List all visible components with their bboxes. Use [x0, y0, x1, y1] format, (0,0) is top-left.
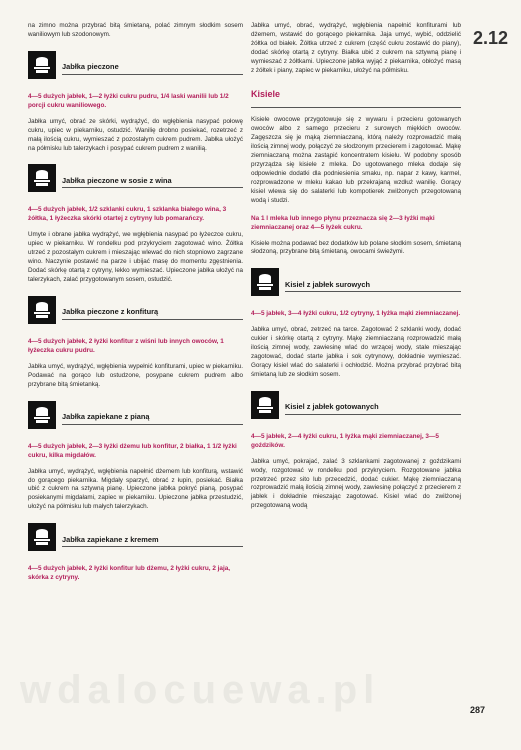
recipe-ingredients: 4—5 jabłek, 2—4 łyżki cukru, 1 łyżka mąki ziemniaczanej, 3—5 goździków. [251, 432, 439, 449]
recipe-ingredients: 4—5 dużych jabłek, 2—3 łyżki dżemu lub konfitur, 2 białka, 1 1/2 łyżki cukru, kilka migdałów. [28, 442, 237, 459]
recipe-header [28, 48, 243, 82]
recipe-header [28, 398, 243, 432]
recipe-header [28, 293, 243, 327]
recipe-header [28, 161, 243, 195]
chapter-number: 2.12 [473, 28, 509, 48]
recipe-title: Jabłka pieczone z konfiturą [62, 307, 159, 317]
recipe-title: Jabłka zapiekane z pianą [62, 412, 150, 422]
baking-tray-icon [28, 51, 56, 79]
section-divider [251, 107, 461, 108]
baking-tray-icon [28, 164, 56, 192]
section-note: Kisiele można podawać bez dodatków lub polane słodkim sosem, śmietaną słodzoną, przybrane bitą śmietaną, owocami świeżymi. [251, 239, 462, 256]
recipe-header [251, 388, 461, 422]
baking-tray-icon [28, 296, 56, 324]
recipe-title: Jabłka pieczone w sosie z wina [62, 175, 172, 185]
recipe-header [251, 265, 461, 299]
right-column [251, 22, 461, 519]
section-title: Kisiele [251, 89, 281, 100]
baking-tray-icon [28, 401, 56, 429]
intro-text: na zimno można przybrać bitą śmietaną, polać zimnym słodkim sosem waniliowym lub szodonowym. [28, 22, 243, 38]
recipe-method: Jabłka umyć, obrać ze skórki, wydrążyć, do wgłębienia nasypać połowę cukru, upiec w piekarniku, ostudzić. Wanilię drobno posiekać, rozetrzeć z małą ilością cukru, wymieszać z pozostałym cukrem pudrem. Jabłka ułożyć na półmisku lub talerzykach i posypać cukrem pudrem z wanilią. [28, 117, 243, 152]
page-number: 287 [470, 705, 486, 715]
baking-tray-icon [28, 523, 56, 551]
recipe-method: Jabłka umyć, pokrajać, zalać 3 szklankami zagotowanej z goździkami wody, rozgotować w rondelku pod przykryciem. Rozgotowane jabłka przetrzeć przez sito lub przecedzić, dodać cukier. Mąkę ziemniaczaną rozprowadzić małą ilością zimnej wody, zawiesinę połączyć z przecierem z jabłek i dokładnie mieszając zagotować. Kisiel wlać do zwilżonej przegotowaną wodą [251, 457, 461, 510]
continuation-text: Jabłka umyć, obrać, wydrążyć, wgłębienia napełnić konfiturami lub dżemem, wstawić do gorącego piekarnika. Jaja umyć, wybić, oddzielić żółtka od białek. Żółtka utrzeć z cukrem (część cukru zostawić do piany), dodać skórkę otartą z cytryny. Białka ubić z cukrem na sztywną pianę i wymieszać z żółtkami. Upieczone jabłka wyjąć z piekarnika, obłożyć masą z żółtek i piany, zapiec w piekarniku, ułożyć na półmisku. [251, 22, 461, 74]
recipe-method: Umyte i obrane jabłka wydrążyć, we wgłębienia nasypać po łyżeczce cukru, upiec w piekarniku. W rondelku pod przykryciem zagotować wino. Żółtka utrzeć z pozostałym cukrem i mieszając wlewać do nich stopniowo zagrzane wino. Naczynie postawić na parze i ubijać masę do momentu zgęstnienia. Dodać skórkę otartą z cytryny, lekko wymieszać. Upieczone jabłka ułożyć na talerzykach, zalać przygotowanym sosem, ostudzić. [28, 231, 243, 283]
recipe-method: Jabłka umyć, wydrążyć, wgłębienia napełnić dżemem lub konfiturą, wstawić do gorącego piekarnika. Migdały sparzyć, obrać z łupin, posiekać. Białka ubić z cukrem na sztywną pianę. Upieczone jabłka pokryć pianą, posypać posiekanymi migdałami, zapiec w piekarniku. Upieczone jabłka przestudzić, ułożyć na półmisku lub małych talerzykach. [28, 467, 243, 511]
recipe-title: Kisiel z jabłek surowych [285, 279, 371, 289]
recipe-title: Jabłka zapiekane z kremem [62, 534, 159, 544]
recipe-title: Jabłka pieczone [62, 62, 119, 72]
left-column [28, 22, 243, 590]
recipe-ingredients: 4—5 dużych jabłek, 2 łyżki konfitur lub dżemu, 2 łyżki cukru, 2 jaja, skórka z cytryny. [28, 565, 231, 582]
baking-tray-icon [251, 268, 279, 296]
recipe-method: Jabłka umyć, obrać, zetrzeć na tarce. Zagotować 2 szklanki wody, dodać cukier i skórkę otartą z cytryny. Mąkę ziemniaczaną rozprowadzić małą ilością zimnej wody, zawiesinę wlać do wrzącej wody, stale mieszając zagotować, dodać starte jabłka i sok cytrynowy, dokładnie wymieszać. Gorący kisiel wlać do salaterki i ochłodzić. Można przybrać przybrać bitą śmietaną lub ze słodkim sosem. [251, 326, 461, 378]
recipe-ingredients: 4—5 dużych jabłek, 1—2 łyżki cukru pudru, 1/4 laski wanilii lub 1/2 porcji cukru waniliowego. [28, 92, 229, 109]
baking-tray-icon [251, 391, 279, 419]
recipe-ingredients: 4—5 jabłek, 3—4 łyżki cukru, 1/2 cytryny, 1 łyżka mąki ziemniaczanej. [251, 310, 461, 318]
recipe-ingredients: 4—5 dużych jabłek, 2 łyżki konfitur z wiśni lub innych owoców, 1 łyżeczka cukru pudru. [28, 337, 224, 354]
section-body: Kisiele owocowe przygotowuje się z wywaru i przecieru gotowanych owoców albo z samego przecieru z surowych miękkich owoców. Zagęszcza się je mąką ziemniaczaną, którą należy rozprowadzić małą ilością zimnej wody, połączyć ze słodzonym przecierem i zagotować. Mąkę ziemniaczaną można zastąpić koncentratem kisielu. W podobny sposób przyrządza się kisiele z mleka. Do ugotowanego mleka dodaje się odpowiednie dodatki dla podniesienia smaku, np. napar z kawy, karmel, rozprowadzone w mleku kakao lub przekrajaną wzdłuż wanilię. Gorący kisiel wlewa się do salaterki lub kompotierek zwilżonych przegotowaną wodą i studzi. [251, 116, 461, 204]
watermark: wdalocuewa.pl [20, 668, 381, 712]
section-ingredients: Na 1 l mleka lub innego płynu przeznacza się 2—3 łyżki mąki ziemniaczanej oraz 4—5 łyżek cukru. [251, 214, 435, 231]
recipe-title: Kisiel z jabłek gotowanych [285, 402, 379, 412]
recipe-header [28, 520, 243, 554]
recipe-method: Jabłka umyć, wydrążyć, wgłębienia wypełnić konfiturami, upiec w piekarniku. Podawać na gorąco lub ostudzone, posypane cukrem pudrem albo przybrane bitą śmietanką. [28, 362, 243, 388]
recipe-ingredients: 4—5 dużych jabłek, 1/2 szklanki cukru, 1 szklanka białego wina, 3 żółtka, 1 łyżeczka skórki otartej z cytryny lub pomarańczy. [28, 206, 227, 223]
